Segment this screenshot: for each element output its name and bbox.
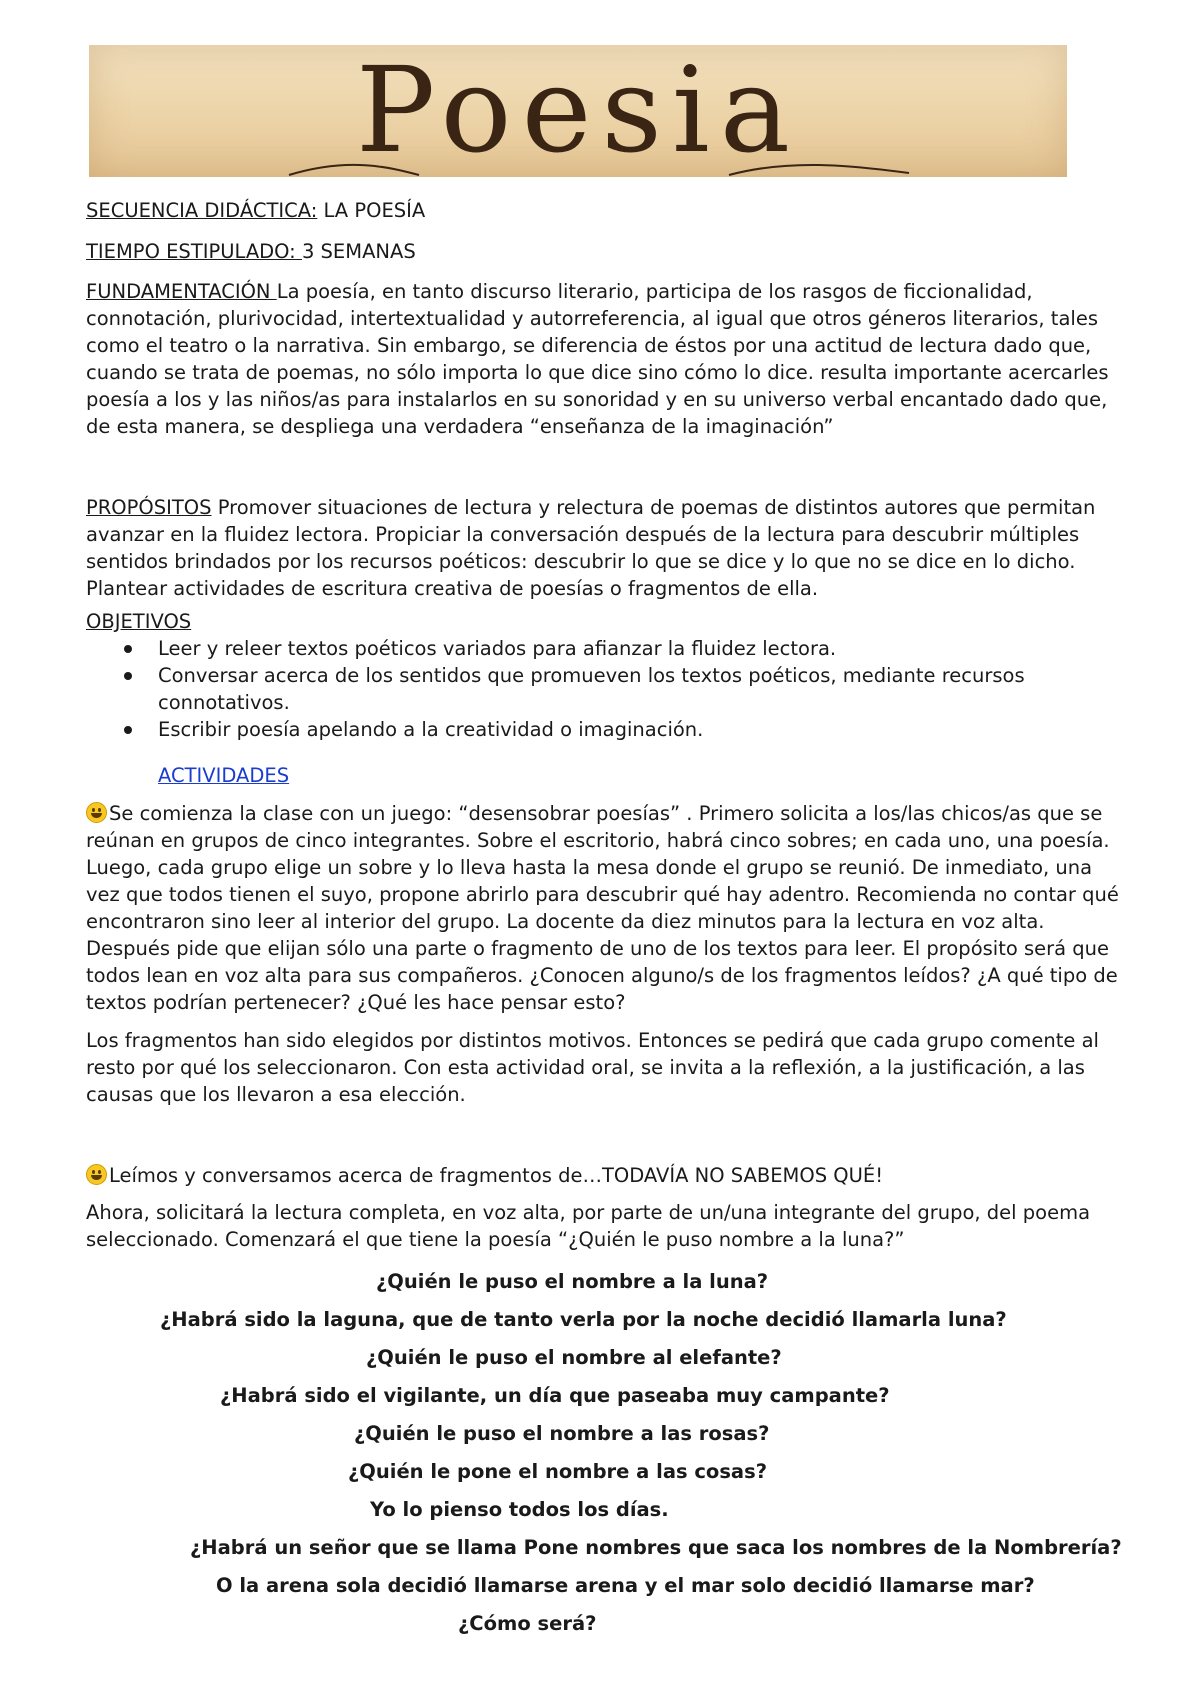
poem-line: O la arena sola decidió llamarse arena y el mar solo decidió llamarse mar?: [216, 1574, 1035, 1597]
bullet-icon: [124, 672, 132, 680]
poem-line: ¿Quién le pone el nombre a las cosas?: [348, 1460, 768, 1483]
poem-line: ¿Habrá un señor que se llama Pone nombres que saca los nombres de la Nombrería?: [190, 1536, 1122, 1559]
bullet-icon: [124, 645, 132, 653]
objetivos-list: [86, 635, 1126, 743]
fundamentacion-paragraph: [86, 278, 1126, 440]
poem-line: ¿Quién le puso el nombre al elefante?: [366, 1346, 782, 1369]
poem-line: ¿Cómo será?: [458, 1612, 597, 1635]
tiempo-label: TIEMPO ESTIPULADO:: [86, 240, 302, 263]
actividad-paragraph-1: Se comienza la clase con un juego: “desensobrar poesías” . Primero solicita a los/las chicos/as que se reúnan en grupos de cinco integrantes. Sobre el escritorio, habrá cinco sobres; en cada uno, una poesía. Luego, cada grupo elige un sobre y lo lleva hasta la mesa donde el grupo se reunió. De inmediato, una vez que todos tienen el suyo, propone abrirlo para descubrir qué hay adentro. Recomienda no contar qué encontraron sino leer al interior del grupo. La docente da diez minutos para la lectura en voz alta. Después pide que elijan sólo una parte o fragmento de uno de los textos para leer. El propósito será que todos lean en voz alta para sus compañeros. ¿Conocen alguno/s de los fragmentos leídos? ¿A qué tipo de textos podrían pertenecer? ¿Qué les hace pensar esto?: [86, 802, 1119, 1014]
actividad-paragraph-4: Ahora, solicitará la lectura completa, en voz alta, por parte de un/una integrante del grupo, del poema seleccionado. Comenzará el que tiene la poesía “¿Quién le puso nombre a la luna?”: [86, 1201, 1091, 1251]
propositos-label: PROPÓSITOS: [86, 496, 212, 519]
tiempo-line: [86, 238, 1126, 265]
actividad-paragraph-3: Leímos y conversamos acerca de fragmentos de…TODAVÍA NO SABEMOS QUÉ!: [86, 1162, 1126, 1189]
objetivos-heading: OBJETIVOS: [86, 610, 192, 633]
document-page: [86, 45, 1126, 1643]
flourish-ornament: [89, 137, 1067, 177]
poem-line: ¿Habrá sido el vigilante, un día que paseaba muy campante?: [220, 1384, 890, 1407]
bullet-icon: [124, 726, 132, 734]
poem-line: ¿Quién le puso el nombre a las rosas?: [354, 1422, 770, 1445]
fundamentacion-text: La poesía, en tanto discurso literario, participa de los rasgos de ficcionalidad, connotación, plurivocidad, intertextualidad y autorreferencia, al igual que otros géneros literarios, tales como el teatro o la narrativa. Sin embargo, se diferencia de éstos por una actitud de lectura dado que, cuando se trata de poemas, no sólo importa lo que dice sino cómo lo dice. resulta importante acercarles poesía a los y las niños/as para instalarlos en su sonoridad y en su universo verbal encantado dado que, de esta manera, se despliega una verdadera “enseñanza de la imaginación”: [86, 280, 1109, 438]
banner-title: Poesia: [355, 45, 801, 177]
list-item: Leer y releer textos poéticos variados para afianzar la fluidez lectora.: [86, 635, 1126, 662]
poem-line: ¿Quién le puso el nombre a la luna?: [376, 1270, 769, 1293]
secuencia-line: [86, 197, 1126, 224]
smiley-icon: [86, 802, 107, 823]
propositos-text: Promover situaciones de lectura y relectura de poemas de distintos autores que permitan avanzar en la fluidez lectora. Propiciar la conversación después de la lectura para descubrir múltiples sentidos brindados por los recursos poéticos: descubrir lo que se dice y lo que no se dice en lo dicho. Plantear actividades de escritura creativa de poesías o fragmentos de ella.: [86, 496, 1096, 600]
tiempo-value: 3 SEMANAS: [301, 240, 416, 263]
actividad-paragraph-2: Los fragmentos han sido elegidos por distintos motivos. Entonces se pedirá que cada grupo comente al resto por qué los seleccionaron. Con esta actividad oral, se invita a la reflexión, a la justificación, a las causas que los llevaron a esa elección.: [86, 1029, 1099, 1106]
poem-line: Yo lo pienso todos los días.: [370, 1498, 669, 1521]
secuencia-label: SECUENCIA DIDÁCTICA:: [86, 199, 318, 222]
propositos-paragraph: [86, 494, 1126, 602]
poem-block: [86, 1263, 1126, 1643]
list-item: Conversar acerca de los sentidos que promueven los textos poéticos, mediante recursos connotativos.: [86, 662, 1126, 716]
actividades-heading[interactable]: ACTIVIDADES: [158, 764, 290, 787]
poesia-banner: [89, 45, 1067, 177]
poem-line: ¿Habrá sido la laguna, que de tanto verla por la noche decidió llamarla luna?: [160, 1308, 1007, 1331]
secuencia-value: LA POESÍA: [317, 199, 426, 222]
smiley-icon: [86, 1164, 107, 1185]
list-item: Escribir poesía apelando a la creatividad o imaginación.: [86, 716, 1126, 743]
fundamentacion-label: FUNDAMENTACIÓN: [86, 280, 277, 303]
